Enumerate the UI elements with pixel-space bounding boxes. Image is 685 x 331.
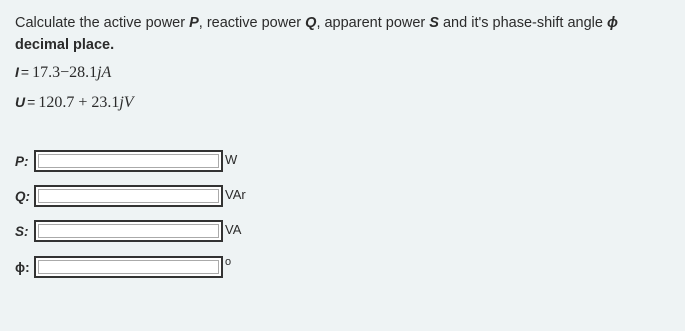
- apparent-power-input[interactable]: [34, 220, 223, 242]
- voltage-equation: [15, 94, 134, 112]
- unit-va: VA: [225, 222, 242, 237]
- unit-var: VAr: [225, 187, 246, 202]
- question-text: [15, 12, 685, 56]
- question-text-part: , apparent power: [316, 15, 430, 31]
- var-s: S: [429, 15, 439, 31]
- answer-row-p: [15, 148, 237, 174]
- var-q: Q: [305, 15, 317, 31]
- reactive-power-input[interactable]: [34, 185, 223, 207]
- var-phi: ϕ: [606, 15, 618, 31]
- equals-sign: =: [20, 64, 30, 80]
- unit-degree: o: [225, 256, 232, 268]
- active-power-input[interactable]: [34, 150, 223, 172]
- voltage-unit: jV: [119, 94, 134, 111]
- question-text-line2: decimal place.: [15, 37, 115, 53]
- current-expr: 17.3−28.1: [32, 64, 98, 81]
- voltage-expr: 120.7 + 23.1: [38, 94, 120, 111]
- answer-label-s: S:: [15, 223, 29, 239]
- current-equation: [15, 64, 111, 82]
- phase-angle-input[interactable]: [34, 256, 223, 278]
- answer-row-phi: [15, 254, 231, 280]
- answer-label-phi: ϕ:: [15, 259, 30, 275]
- answer-row-q: [15, 183, 246, 209]
- equals-sign: =: [27, 94, 36, 110]
- current-var: I: [15, 64, 19, 80]
- answer-label-p: P:: [15, 153, 29, 169]
- answer-label-q: Q:: [15, 188, 30, 204]
- question-text-part: Calculate the active power: [15, 15, 190, 31]
- current-unit: jA: [97, 64, 112, 81]
- answer-row-s: [15, 218, 241, 244]
- unit-watt: W: [225, 152, 238, 167]
- voltage-var: U: [15, 94, 26, 110]
- current-value: [32, 64, 111, 82]
- question-text-part: and it's phase-shift angle: [438, 15, 607, 31]
- question-text-part: , reactive power: [198, 15, 306, 31]
- var-p: P: [189, 15, 199, 31]
- voltage-value: [38, 94, 133, 112]
